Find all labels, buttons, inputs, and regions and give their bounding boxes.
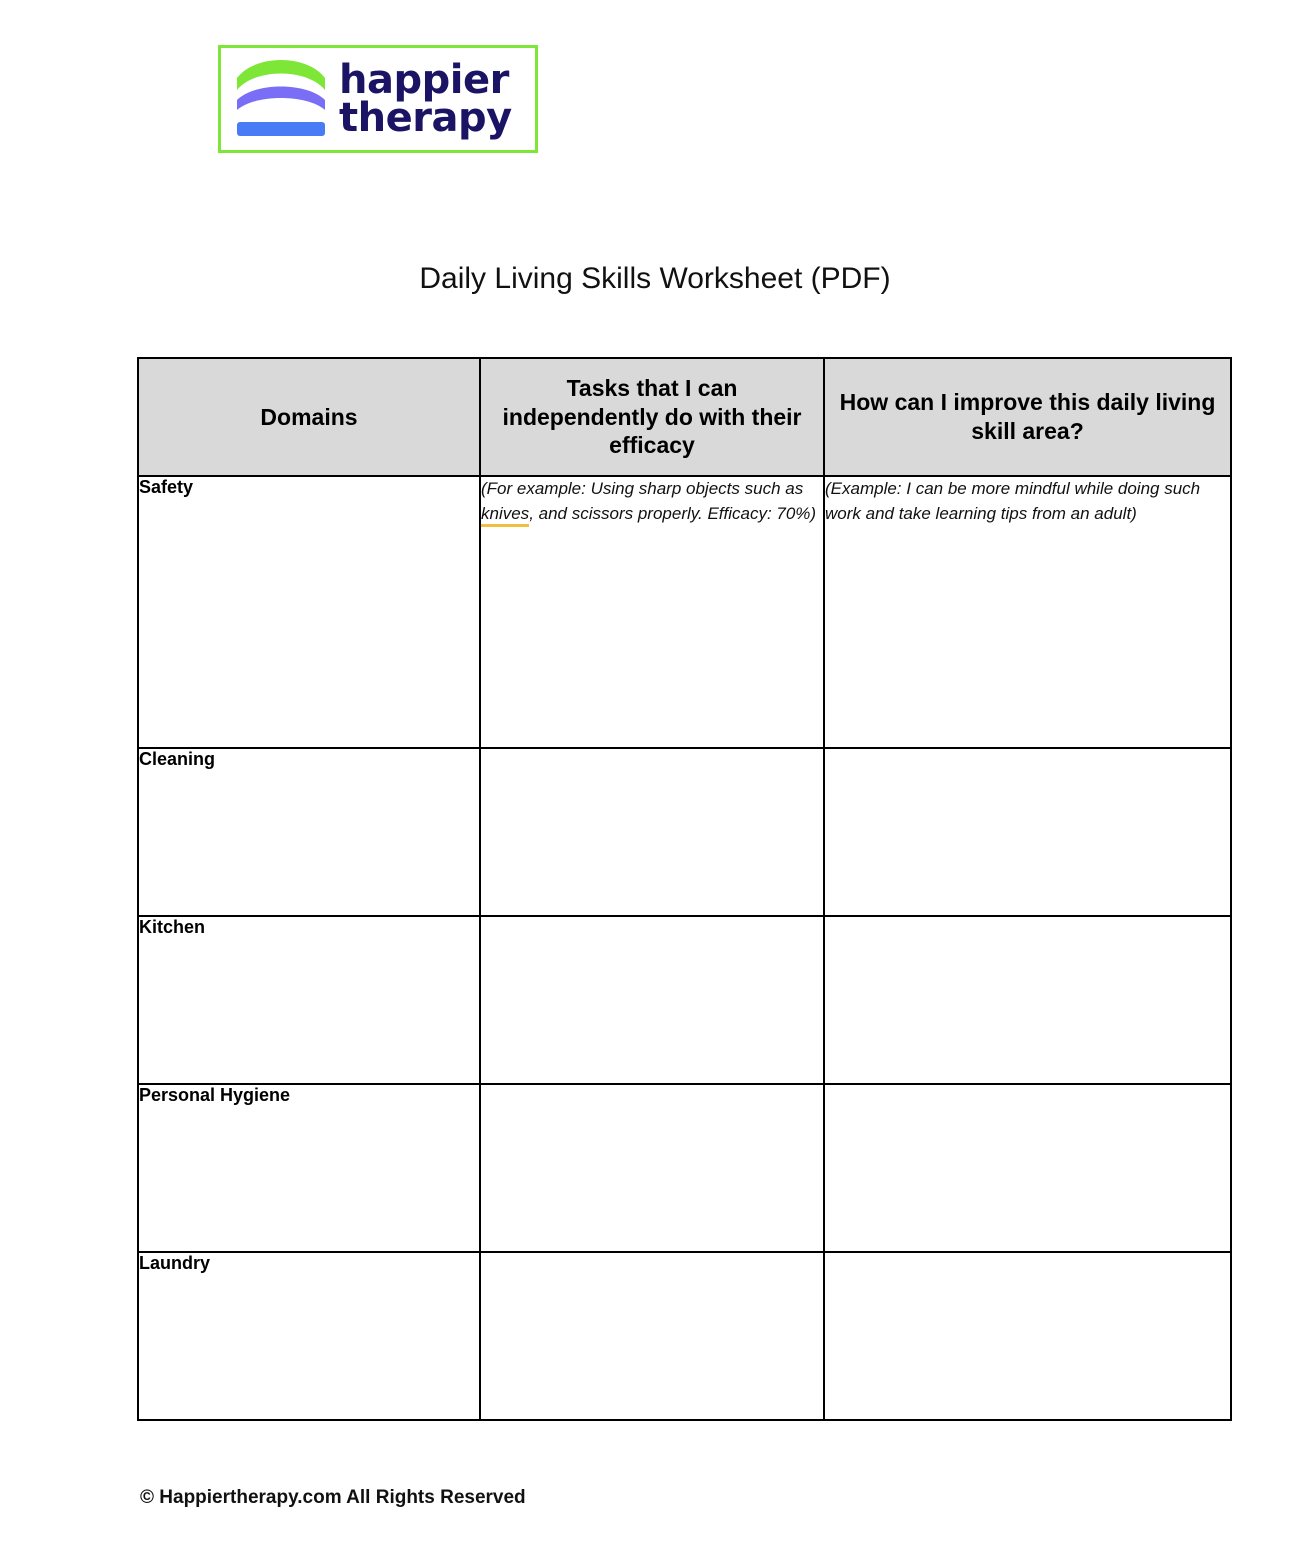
improve-cell-personal-hygiene[interactable] [824,1084,1231,1252]
domain-label-laundry: Laundry [138,1252,480,1420]
improve-cell-cleaning[interactable] [824,748,1231,916]
logo-word-line1: happier [339,57,509,103]
table-row [138,476,1231,748]
table-row [138,748,1231,916]
tasks-text-after: , and scissors properly. Efficacy: 70%) [529,503,817,523]
tasks-cell-kitchen[interactable] [480,916,824,1084]
table-row [138,916,1231,1084]
page-title: Daily Living Skills Worksheet (PDF) [419,262,891,295]
brand-logo [218,45,538,153]
table-row [138,1252,1231,1420]
domain-label-kitchen: Kitchen [138,916,480,1084]
tasks-text-highlight: knives [481,504,529,527]
improve-cell-kitchen[interactable] [824,916,1231,1084]
column-header-domains: Domains [138,358,480,476]
tasks-cell-laundry[interactable] [480,1252,824,1420]
logo-word-line2: therapy [339,95,512,141]
tasks-text-before: (For example: Using sharp objects such as [481,479,804,498]
three-waves-icon [229,56,333,142]
column-header-improve: How can I improve this daily living skill area? [824,358,1231,476]
improve-cell-safety[interactable]: (Example: I can be more mindful while doing such work and take learning tips from an adult) [824,476,1231,748]
tasks-cell-safety[interactable] [480,476,824,748]
table-row [138,1084,1231,1252]
improve-cell-laundry[interactable] [824,1252,1231,1420]
daily-living-skills-table [137,357,1232,1421]
domain-label-personal-hygiene: Personal Hygiene [138,1084,480,1252]
table-header-row [138,358,1231,476]
column-header-tasks: Tasks that I can independently do with their efficacy [480,358,824,476]
copyright-footer: © Happiertherapy.com All Rights Reserved [140,1487,526,1508]
tasks-cell-cleaning[interactable] [480,748,824,916]
logo-wordmark [339,57,512,141]
tasks-cell-personal-hygiene[interactable] [480,1084,824,1252]
domain-label-cleaning: Cleaning [138,748,480,916]
domain-label-safety: Safety [138,476,480,748]
